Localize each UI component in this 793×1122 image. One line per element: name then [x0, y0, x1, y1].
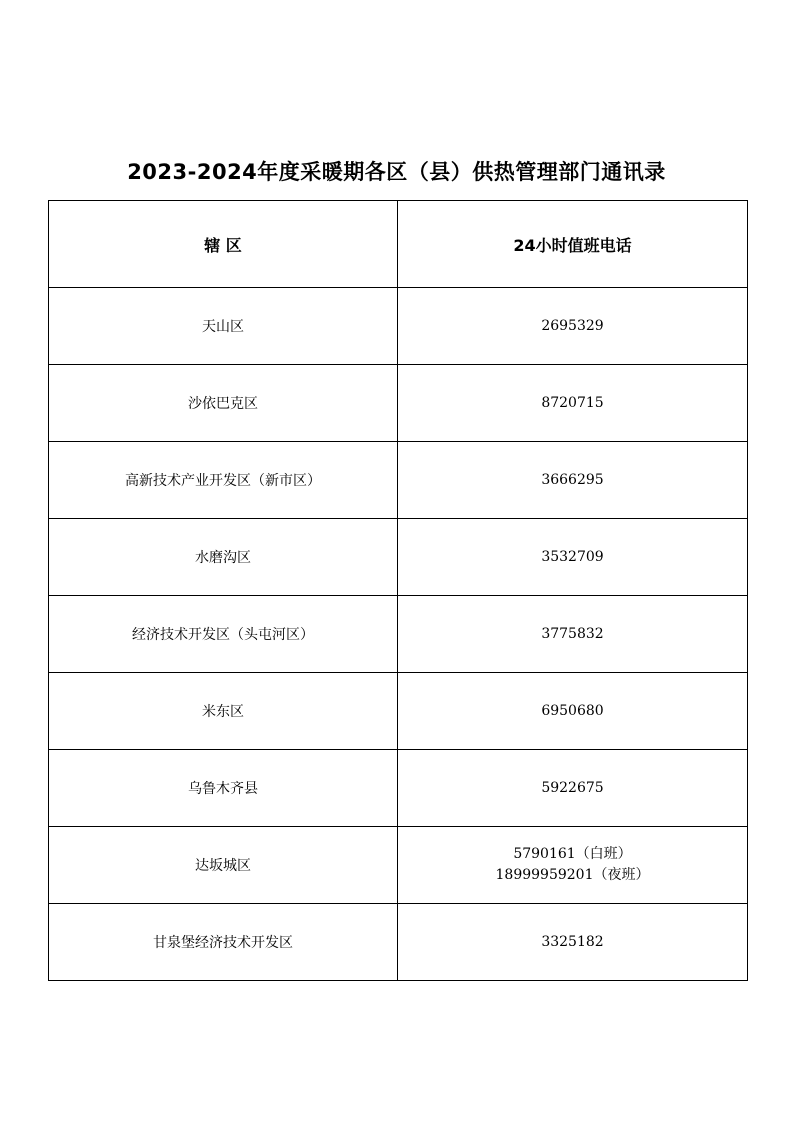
- header-phone: 24小时值班电话: [398, 201, 748, 288]
- table-row: [49, 365, 748, 442]
- district-cell: 达坂城区: [49, 827, 398, 904]
- table-row: [49, 442, 748, 519]
- table-row: [49, 827, 748, 904]
- district-cell: 乌鲁木齐县: [49, 750, 398, 827]
- phone-number: 8720715: [541, 394, 604, 411]
- table-row: [49, 904, 748, 981]
- table-row: [49, 750, 748, 827]
- phone-number: 3325182: [541, 933, 604, 950]
- page-title: 2023-2024年度采暖期各区（县）供热管理部门通讯录: [127, 160, 666, 184]
- table-header-row: [49, 201, 748, 288]
- phone-number: 3532709: [541, 548, 604, 565]
- table-row: [49, 519, 748, 596]
- phone-cell: [398, 596, 748, 673]
- phone-cell: [398, 519, 748, 596]
- phone-number: 5922675: [541, 779, 604, 796]
- phone-cell: [398, 904, 748, 981]
- phone-number-night: 18999959201（夜班）: [495, 867, 650, 883]
- phone-cell: [398, 673, 748, 750]
- header-district: 辖 区: [49, 201, 398, 288]
- district-cell: 水磨沟区: [49, 519, 398, 596]
- phone-number: 3666295: [541, 471, 604, 488]
- table-row: [49, 596, 748, 673]
- phone-number-day: 5790161（白班）: [513, 846, 632, 862]
- district-cell: 甘泉堡经济技术开发区: [49, 904, 398, 981]
- district-cell: 高新技术产业开发区（新市区）: [49, 442, 398, 519]
- phone-cell: [398, 288, 748, 365]
- contact-table: [48, 200, 748, 981]
- phone-cell: [398, 827, 748, 904]
- district-cell: 米东区: [49, 673, 398, 750]
- phone-cell: [398, 442, 748, 519]
- table-row: [49, 288, 748, 365]
- phone-cell: [398, 365, 748, 442]
- district-cell: 经济技术开发区（头屯河区）: [49, 596, 398, 673]
- table-row: [49, 673, 748, 750]
- phone-number: 6950680: [541, 702, 604, 719]
- phone-number: 2695329: [541, 317, 604, 334]
- phone-number: 3775832: [541, 625, 604, 642]
- district-cell: 沙依巴克区: [49, 365, 398, 442]
- district-cell: 天山区: [49, 288, 398, 365]
- phone-cell: [398, 750, 748, 827]
